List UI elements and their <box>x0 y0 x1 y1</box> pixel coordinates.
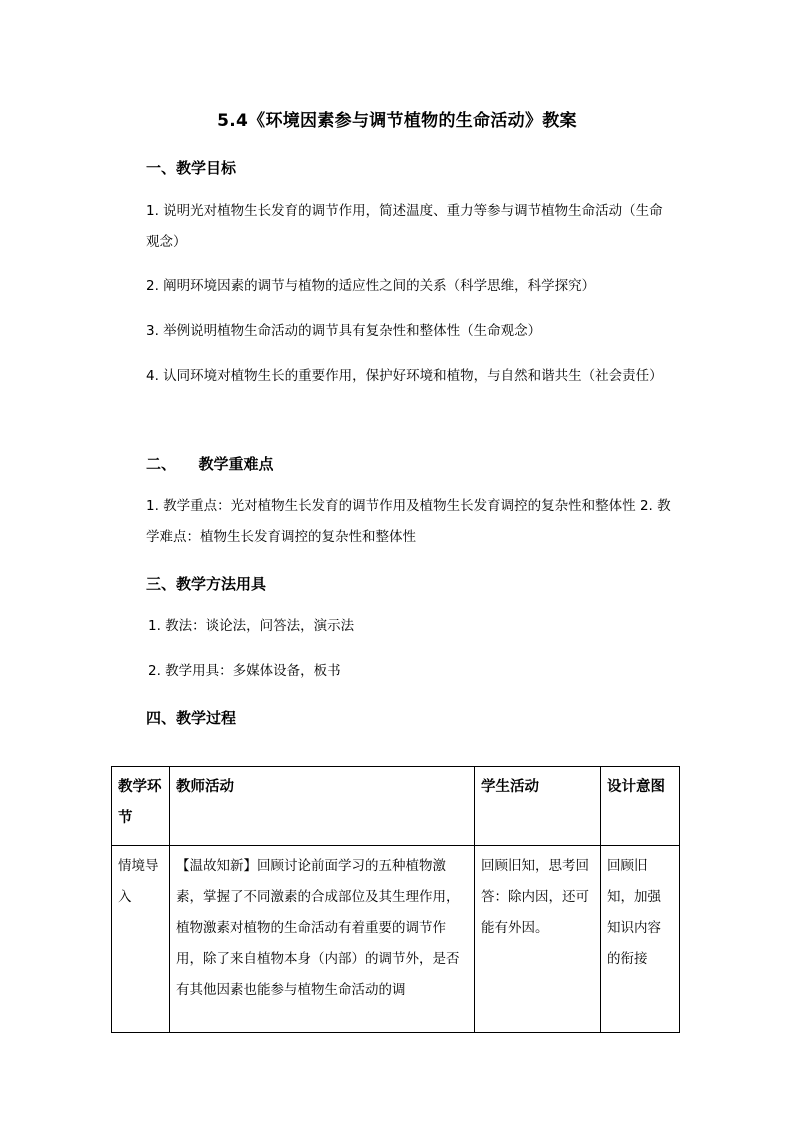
table-header-row <box>112 767 680 846</box>
section-heading-methods: 三、教学方法用具 <box>146 575 267 593</box>
cell-student-activity <box>475 846 601 1033</box>
teaching-process-table <box>111 766 680 1033</box>
cell-stage-text: 情境导入 <box>118 858 159 905</box>
objective-item-4: 4. 认同环境对植物生长的重要作用，保护好环境和植物，与自然和谐共生（社会责任） <box>146 368 663 384</box>
method-item-2: 2. 教学用具：多媒体设备，板书 <box>148 663 341 679</box>
cell-teacher-activity-text: 【温故知新】回顾讨论前面学习的五种植物激素，掌握了不同激素的合成部位及其生理作用，植物激素对植物的生命活动有着重要的调节作用，除了来自植物本身（内部）的调节外，是否有其他因素也能参与植物生命活动的调 <box>176 858 460 998</box>
section-heading-process: 四、教学过程 <box>146 709 237 727</box>
objective-item-3: 3. 举例说明植物生命活动的调节具有复杂性和整体性（生命观念） <box>146 323 542 339</box>
document-title: 5.4《环境因素参与调节植物的生命活动》教案 <box>217 111 577 131</box>
header-student-activity: 学生活动 <box>475 767 601 846</box>
section-heading-key-points: 二、 教学重难点 <box>146 455 274 473</box>
cell-teacher-activity <box>170 846 475 1033</box>
cell-stage <box>112 846 170 1033</box>
key-points-text: 1. 教学重点：光对植物生长发育的调节作用及植物生长发育调控的复杂性和整体性 2. 教学难点：植物生长发育调控的复杂性和整体性 <box>146 498 671 545</box>
objective-item-2: 2. 阐明环境因素的调节与植物的适应性之间的关系（科学思维，科学探究） <box>146 278 596 294</box>
header-stage: 教学环节 <box>112 767 170 846</box>
method-item-1: 1. 教法：谈论法，问答法，演示法 <box>148 618 355 634</box>
header-design-intent: 设计意图 <box>601 767 680 846</box>
objective-item-1: 1. 说明光对植物生长发育的调节作用，简述温度、重力等参与调节植物生命活动（生命观念） <box>146 203 663 250</box>
table-row <box>112 846 680 1033</box>
cell-design-intent-text: 回顾旧知，加强知识内容的衔接 <box>607 858 661 967</box>
cell-student-activity-text: 回顾旧知，思考回答：除内因，还可能有外因。 <box>481 858 589 936</box>
section-heading-objectives: 一、教学目标 <box>146 159 237 177</box>
cell-design-intent <box>601 846 680 1033</box>
header-teacher-activity: 教师活动 <box>170 767 475 846</box>
